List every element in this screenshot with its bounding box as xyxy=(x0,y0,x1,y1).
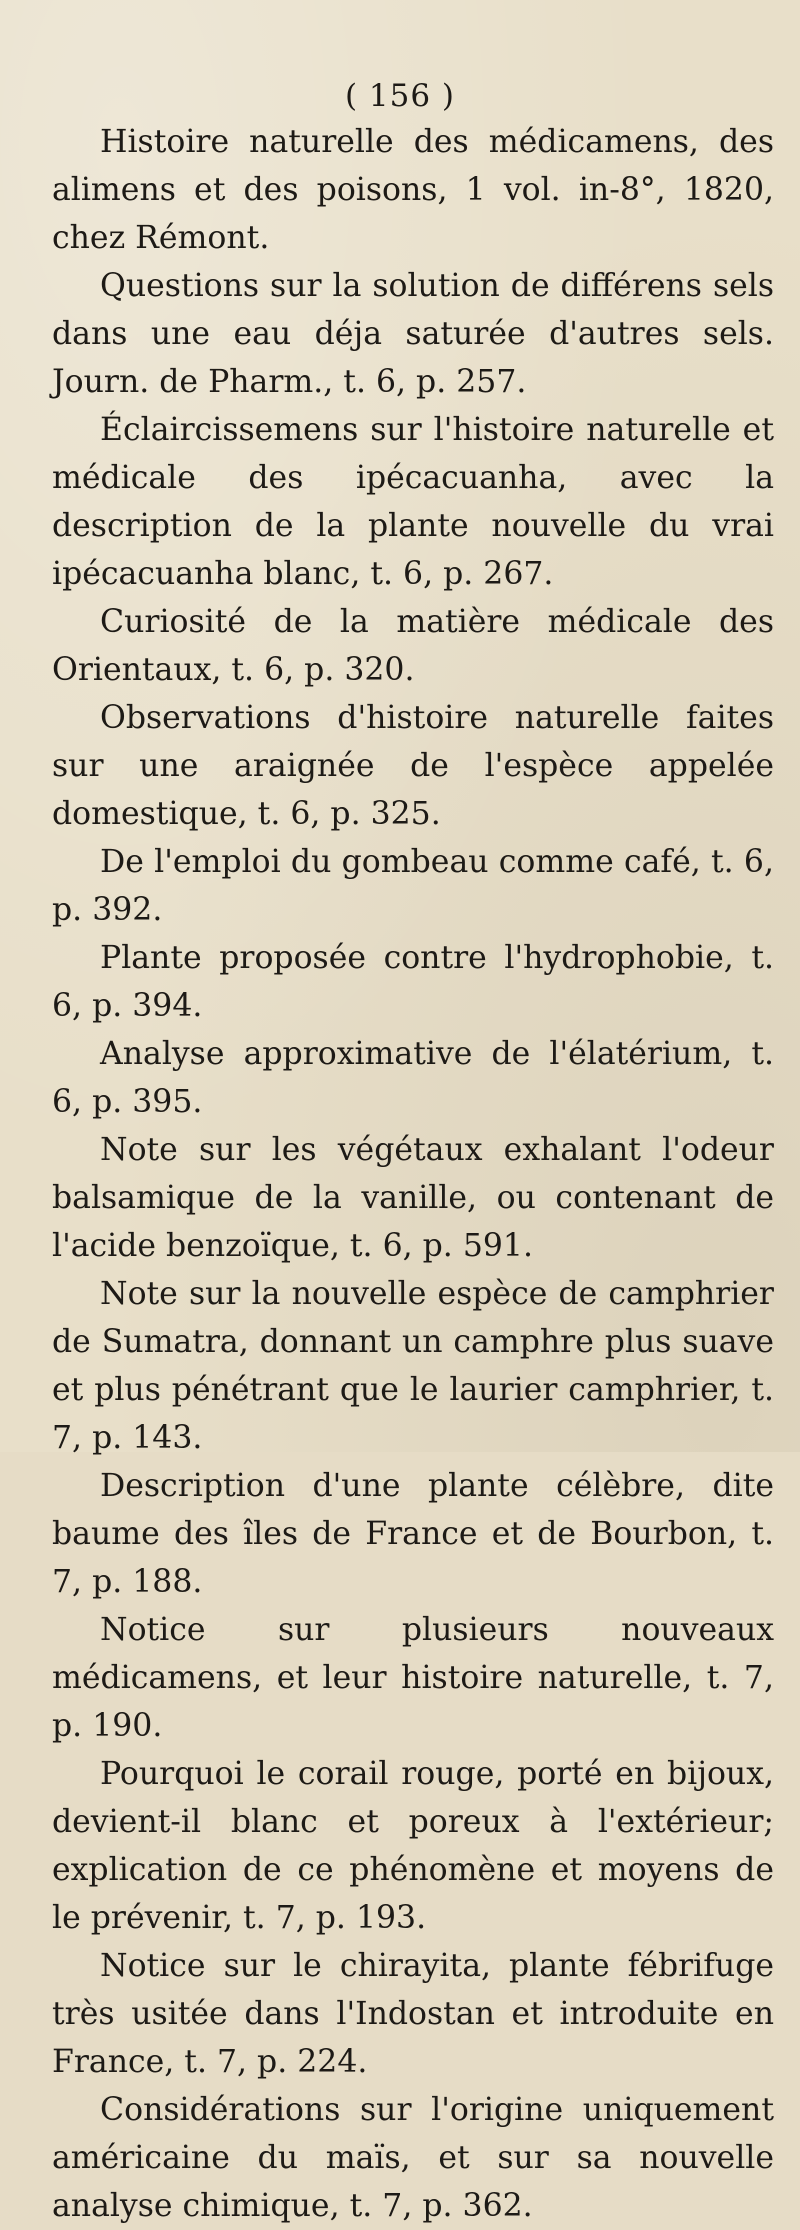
bibliography-entry: Questions sur la solution de différens sels dans une eau déja saturée d'autres sels. Journ. de Pharm., t. 6, p. 257. xyxy=(52,268,774,400)
bibliography-entry: Curiosité de la matière médicale des Orientaux, t. 6, p. 320. xyxy=(52,604,774,688)
bibliography-entry: De l'emploi du gombeau comme café, t. 6, p. 392. xyxy=(52,844,774,928)
bibliography-entry: Pourquoi le corail rouge, porté en bijoux, devient-il blanc et poreux à l'extérieur; explication de ce phénomène et moyens de le prévenir, t. 7, p. 193. xyxy=(52,1756,774,1936)
bibliography-entry: Description d'une plante célèbre, dite baume des îles de France et de Bourbon, t. 7, p. 188. xyxy=(52,1468,774,1600)
bibliography-entry: Note sur la nouvelle espèce de camphrier de Sumatra, donnant un camphre plus suave et plus pénétrant que le laurier camphrier, t. 7, p. 143. xyxy=(52,1276,774,1456)
bibliography-entry: Éclaircissemens sur l'histoire naturelle et médicale des ipécacuanha, avec la description de la plante nouvelle du vrai ipécacuanha blanc, t. 6, p. 267. xyxy=(52,412,774,592)
page-number: ( 156 ) xyxy=(344,78,456,114)
bibliography-entry: Notice sur plusieurs nouveaux médicamens, et leur histoire naturelle, t. 7, p. 190. xyxy=(52,1612,774,1744)
bibliography-list xyxy=(52,118,774,2230)
bibliography-entry: Note sur les végétaux exhalant l'odeur balsamique de la vanille, ou contenant de l'acide benzoïque, t. 6, p. 591. xyxy=(52,1132,774,1264)
bibliography-entry: Notice sur le chirayita, plante fébrifuge très usitée dans l'Indostan et introduite en France, t. 7, p. 224. xyxy=(52,1948,774,2080)
bibliography-entry: Analyse approximative de l'élatérium, t. 6, p. 395. xyxy=(52,1036,774,1120)
bibliography-entry: Plante proposée contre l'hydrophobie, t. 6, p. 394. xyxy=(52,940,774,1024)
bibliography-entry: Histoire naturelle des médicamens, des alimens et des poisons, 1 vol. in-8°, 1820, chez Rémont. xyxy=(52,124,774,256)
bibliography-entry: Considérations sur l'origine uniquement américaine du maïs, et sur sa nouvelle analyse chimique, t. 7, p. 362. xyxy=(52,2092,774,2224)
bibliography-entry: Observations d'histoire naturelle faites sur une araignée de l'espèce appelée domestique, t. 6, p. 325. xyxy=(52,700,774,832)
